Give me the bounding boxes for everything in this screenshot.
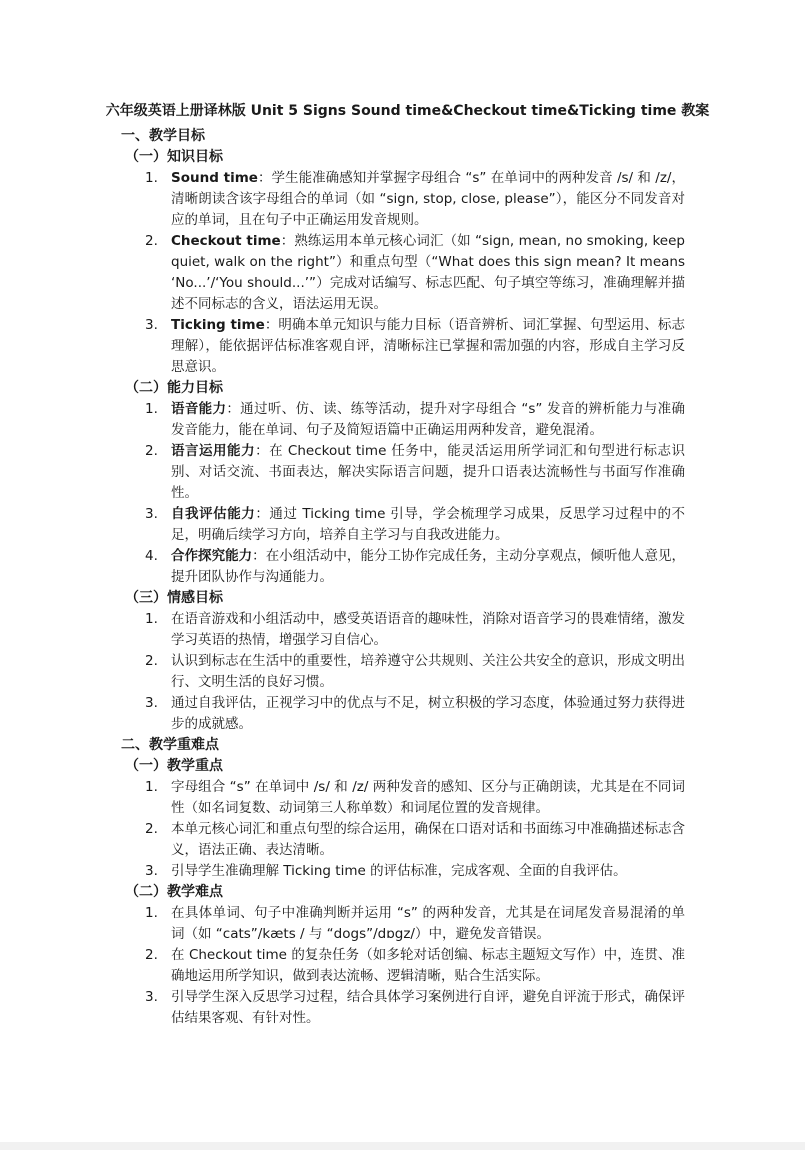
item-lead: Checkout time	[171, 233, 281, 249]
item-text: ：在 Checkout time 任务中，能灵活运用所学词汇和句型进行标志识别、对话交流、书面表达，解决实际语言问题，提升口语表达流畅性与书面写作准确性。	[171, 443, 686, 501]
section-heading-objectives: 一、教学目标	[121, 128, 205, 144]
list-item	[145, 861, 685, 882]
item-number: 3.	[145, 506, 158, 522]
item-text: ：通过听、仿、读、练等活动，提升对字母组合 “s” 发音的辨析能力与准确发音能力，能在单词、句子及简短语篇中正确运用两种发音，避免混淆。	[171, 401, 686, 438]
item-text: ：明确本单元知识与能力目标（语音辨析、词汇掌握、句型运用、标志理解），能依据评估标准客观自评，清晰标注已掌握和需加强的内容，形成自主学习反思意识。	[171, 317, 685, 375]
item-text: ：通过 Ticking time 引导，学会梳理学习成果，反思学习过程中的不足，明确后续学习方向，培养自主学习与自我改进能力。	[171, 506, 686, 543]
list-item	[145, 903, 685, 945]
subsection-heading-focus: （一）教学重点	[125, 758, 223, 774]
subsection-heading-difficulty: （二）教学难点	[125, 884, 223, 900]
item-number: 2.	[145, 653, 158, 669]
item-lead: 语音能力	[171, 401, 227, 417]
item-number: 1.	[145, 170, 158, 186]
item-number: 3.	[145, 989, 158, 1005]
document-title: 六年级英语上册译林版 Unit 5 Signs Sound time&Checkout time&Ticking time 教案	[105, 103, 710, 119]
list-item	[145, 819, 685, 861]
list-item	[145, 777, 685, 819]
item-lead: 语言运用能力	[171, 443, 256, 459]
item-lead: Sound time	[171, 170, 258, 186]
item-number: 2.	[145, 233, 158, 249]
list-item	[145, 315, 685, 378]
ability-goals-list	[0, 399, 805, 588]
item-number: 1.	[145, 779, 158, 795]
item-number: 3.	[145, 695, 158, 711]
list-item	[145, 504, 686, 546]
item-number: 4.	[145, 548, 158, 564]
subsection-heading-emotion: （三）情感目标	[125, 590, 223, 606]
difficulty-list	[0, 903, 805, 1029]
item-text: 通过自我评估，正视学习中的优点与不足，树立积极的学习态度，体验通过努力获得进步的成就感。	[171, 695, 685, 732]
list-item	[145, 945, 685, 987]
item-number: 3.	[145, 317, 158, 333]
section-heading-key-points: 二、教学重难点	[121, 737, 219, 753]
item-text: 引导学生深入反思学习过程，结合具体学习案例进行自评，避免自评流于形式，确保评估结果客观、有针对性。	[171, 989, 685, 1026]
knowledge-goals-list	[0, 168, 805, 378]
item-number: 3.	[145, 863, 158, 879]
page-bottom-band	[0, 1142, 805, 1150]
item-text: ：熟练运用本单元核心词汇（如 “sign, mean, no smoking, keep quiet, walk on the right”）和重点句型（“What does this sign mean? It means ‘No...’/‘You should...’”）完成对话编写、标志匹配、句子填空等练习，准确理解并描述不同标志的含义，语法运用无误。	[171, 233, 685, 312]
item-number: 2.	[145, 443, 158, 459]
item-lead: 自我评估能力	[171, 506, 256, 522]
item-text: 在 Checkout time 的复杂任务（如多轮对话创编、标志主题短文写作）中，连贯、准确地运用所学知识，做到表达流畅、逻辑清晰，贴合生活实际。	[171, 947, 685, 984]
subsection-heading-ability: （二）能力目标	[125, 380, 223, 396]
item-number: 1.	[145, 611, 158, 627]
subsection-heading-knowledge: （一）知识目标	[125, 149, 223, 165]
list-item	[145, 399, 686, 441]
list-item	[145, 168, 685, 231]
list-item	[145, 546, 686, 588]
item-text: 在具体单词、句子中准确判断并运用 “s” 的两种发音，尤其是在词尾发音易混淆的单词（如 “cats”/kæts / 与 “dogs”/dɒgz/）中，避免发音错误。	[171, 905, 685, 942]
list-item	[145, 609, 685, 651]
emotion-goals-list	[0, 609, 805, 735]
item-text: 字母组合 “s” 在单词中 /s/ 和 /z/ 两种发音的感知、区分与正确朗读，尤其是在不同词性（如名词复数、动词第三人称单数）和词尾位置的发音规律。	[171, 779, 685, 816]
item-text: ：学生能准确感知并掌握字母组合 “s” 在单词中的两种发音 /s/ 和 /z/，清晰朗读含该字母组合的单词（如 “sign, stop, close, please”），能区分不同发音对应的单词，且在句子中正确运用发音规则。	[171, 170, 685, 228]
item-number: 1.	[145, 401, 158, 417]
item-text: 在语音游戏和小组活动中，感受英语语音的趣味性，消除对语音学习的畏难情绪，激发学习英语的热情，增强学习自信心。	[171, 611, 685, 648]
item-number: 1.	[145, 905, 158, 921]
list-item	[145, 441, 686, 504]
list-item	[145, 651, 685, 693]
item-number: 2.	[145, 821, 158, 837]
item-text: 引导学生准确理解 Ticking time 的评估标准，完成客观、全面的自我评估。	[171, 863, 627, 879]
item-text: 认识到标志在生活中的重要性，培养遵守公共规则、关注公共安全的意识，形成文明出行、文明生活的良好习惯。	[171, 653, 685, 690]
item-number: 2.	[145, 947, 158, 963]
list-item	[145, 693, 685, 735]
focus-list	[0, 777, 805, 882]
item-text: ：在小组活动中，能分工协作完成任务，主动分享观点，倾听他人意见，提升团队协作与沟通能力。	[171, 548, 686, 585]
list-item	[145, 231, 685, 315]
item-lead: Ticking time	[171, 317, 265, 333]
item-text: 本单元核心词汇和重点句型的综合运用，确保在口语对话和书面练习中准确描述标志含义，语法正确、表达清晰。	[171, 821, 685, 858]
item-lead: 合作探究能力	[171, 548, 253, 564]
list-item	[145, 987, 685, 1029]
